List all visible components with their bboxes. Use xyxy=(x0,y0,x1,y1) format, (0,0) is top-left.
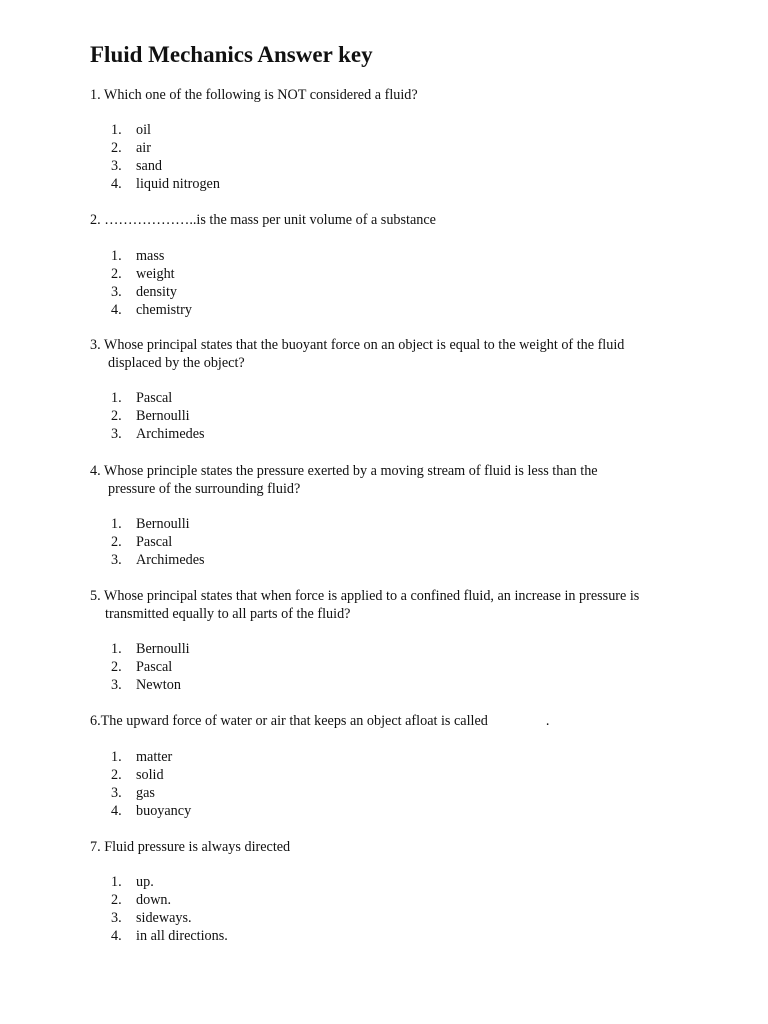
list-item: 4. in all directions. xyxy=(111,928,228,944)
question-3 xyxy=(90,336,730,372)
list-item: 4. liquid nitrogen xyxy=(111,176,220,192)
list-item: 1. Bernoulli xyxy=(111,641,190,657)
list-item: 1. oil xyxy=(111,122,151,138)
question-6-options xyxy=(111,748,191,820)
question-3-options xyxy=(111,389,205,443)
list-item: 3. sand xyxy=(111,158,163,174)
list-item: 1. Pascal xyxy=(111,390,173,406)
list-item: 2. Pascal xyxy=(111,534,173,550)
question-6-period: . xyxy=(545,713,550,729)
list-item: 1. up. xyxy=(111,874,154,890)
question-4 xyxy=(90,462,730,498)
list-item: 2. Bernoulli xyxy=(111,408,190,424)
list-item: 3. Archimedes xyxy=(111,426,205,442)
question-2 xyxy=(90,211,690,229)
question-3-text-cont: displaced by the object? xyxy=(108,355,245,371)
question-1-text: 1. Which one of the following is NOT considered a fluid? xyxy=(90,87,418,103)
list-item: 2. air xyxy=(111,140,151,156)
list-item: 3. gas xyxy=(111,785,155,801)
list-item: 4. buoyancy xyxy=(111,803,192,819)
list-item: 2. weight xyxy=(111,266,175,282)
question-4-options xyxy=(111,515,205,569)
list-item: 2. Pascal xyxy=(111,659,173,675)
list-item: 3. sideways. xyxy=(111,910,192,926)
question-5-options xyxy=(111,640,190,694)
list-item: 1. Bernoulli xyxy=(111,516,190,532)
question-2-blank: 2. ……………….. xyxy=(90,212,197,228)
list-item: 3. density xyxy=(111,284,177,300)
list-item: 2. solid xyxy=(111,767,164,783)
question-7-options xyxy=(111,873,228,945)
question-5 xyxy=(90,587,750,623)
question-1-options xyxy=(111,121,220,193)
question-2-options xyxy=(111,247,192,319)
page-title: Fluid Mechanics Answer key xyxy=(90,42,373,67)
question-1 xyxy=(90,86,690,104)
question-5-text: 5. Whose principal states that when force is applied to a confined fluid, an increase in pressure is xyxy=(90,588,640,604)
list-item: 3. Newton xyxy=(111,677,181,693)
question-7-text: 7. Fluid pressure is always directed xyxy=(90,839,291,855)
list-item: 3. Archimedes xyxy=(111,552,205,568)
list-item: 4. chemistry xyxy=(111,302,192,318)
question-6 xyxy=(90,712,690,730)
question-2-text: is the mass per unit volume of a substance xyxy=(196,212,436,228)
question-3-text: 3. Whose principal states that the buoyant force on an object is equal to the weight of the fluid xyxy=(90,337,625,353)
question-4-text-cont: pressure of the surrounding fluid? xyxy=(108,481,301,497)
question-4-text: 4. Whose principle states the pressure exerted by a moving stream of fluid is less than the xyxy=(90,463,598,479)
question-5-text-cont: transmitted equally to all parts of the fluid? xyxy=(105,606,351,622)
list-item: 1. matter xyxy=(111,749,173,765)
question-7 xyxy=(90,838,690,856)
question-6-text: 6.The upward force of water or air that keeps an object afloat is called xyxy=(90,713,488,729)
list-item: 1. mass xyxy=(111,248,165,264)
list-item: 2. down. xyxy=(111,892,172,908)
